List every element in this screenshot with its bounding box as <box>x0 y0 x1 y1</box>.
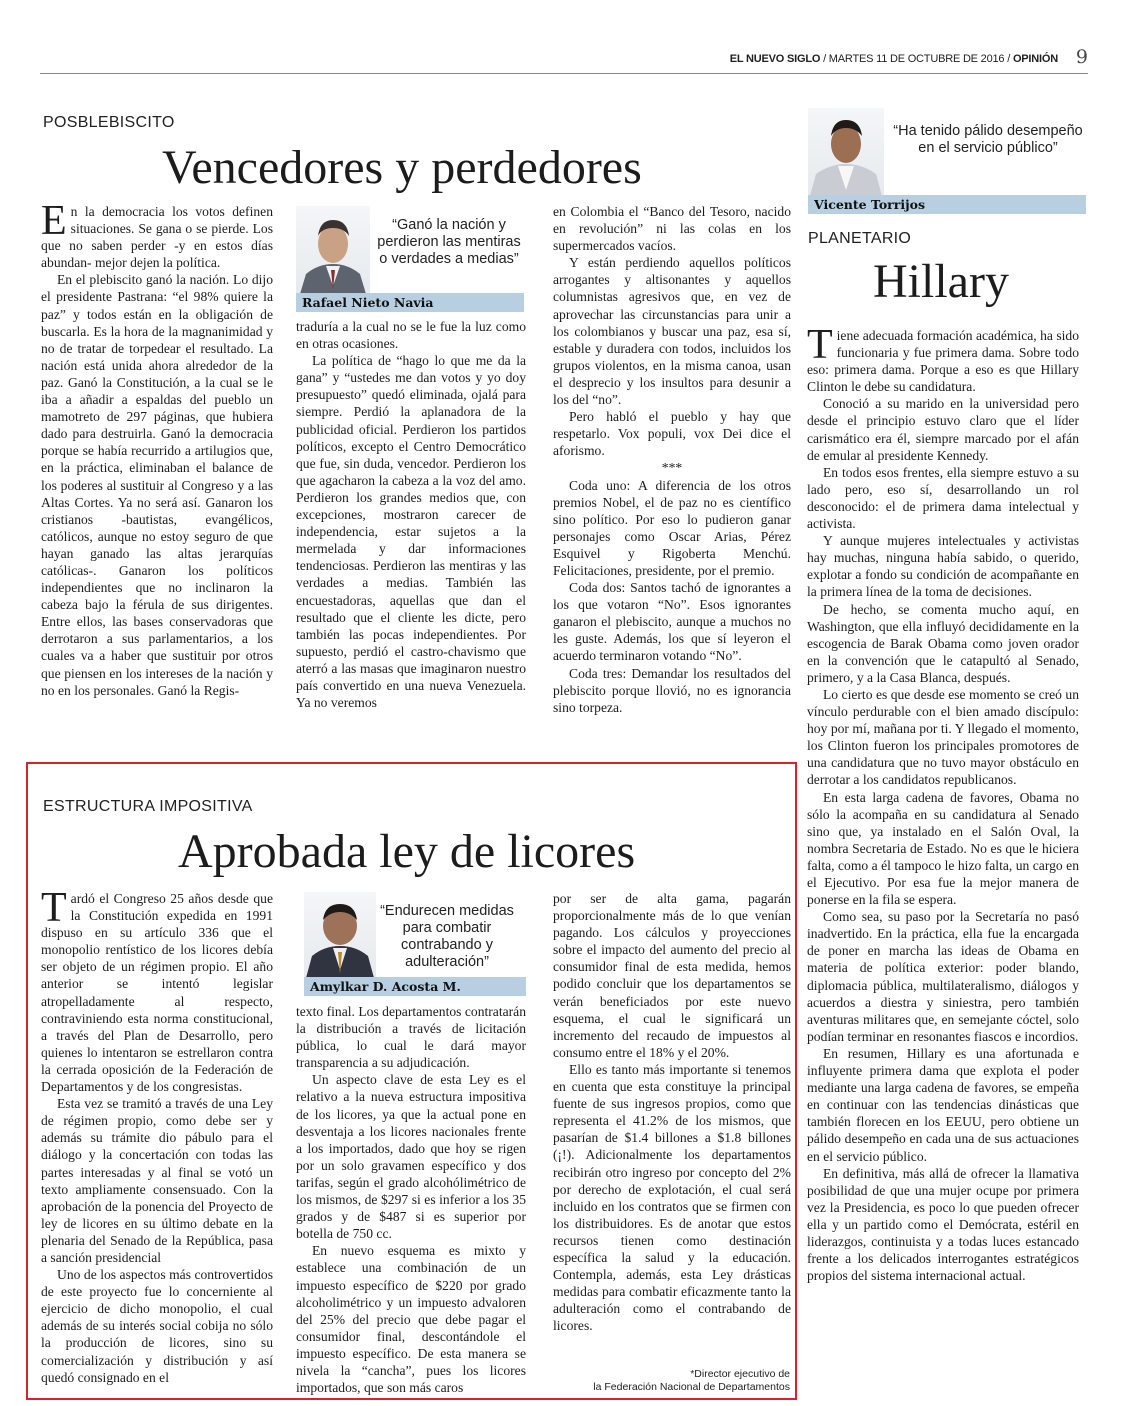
drop-cap: E <box>41 198 67 244</box>
body-paragraph <box>807 532 1079 600</box>
page-header <box>40 44 1088 74</box>
paragraph-text: Como sea, su paso por la Secretaría no pasó inadvertido. En la práctica, ella fue la encargada de poner en marcha las ideas de Obama en materia de política exterior: poder blando, diplomacia pública, multilateralismo, diálogos y acuerdos a diestra y siniestra, pero también aventuras militares que, en semejante cóctel, solo podían terminar en resonantes fiascos e incordios. <box>807 909 1079 1044</box>
body-paragraph <box>807 908 1079 1045</box>
body-paragraph <box>807 601 1079 686</box>
paragraph-text: En todos esos frentes, ella siempre estuvo a su lado pero, eso sí, desarrollando un rol desconocido: el de primera dama intelectual y activista. <box>807 464 1079 532</box>
paragraph-text: En definitiva, más allá de ofrecer la llamativa posibilidad de que una mujer ocupe por primera vez la Presidencia, es poco lo que pueden ofrecer ella y un partido como el Demócrata, estéril en liderazgos, continuista y a todas luces estancado frente a los delicados interrogantes estratégicos propios del sistema internacional actual. <box>807 1165 1079 1284</box>
portrait-torrijos <box>808 108 884 196</box>
article2-headline: Hillary <box>873 255 1009 308</box>
article2-kicker: PLANETARIO <box>808 230 912 247</box>
body-paragraph <box>296 1003 526 1071</box>
portrait-nieto <box>296 206 370 294</box>
article1-col1 <box>41 198 273 699</box>
paragraph-text: Lo cierto es que desde ese momento se creó un vínculo perdurable con el bien amado discípulo: hoy por mí, mañana por ti. Y llegado el momento, los Clinton fueron los principales promotores de una candidatura que no tuvo mayor obstáculo en derrotar a los candidatos republicanos. <box>807 686 1079 788</box>
body-paragraph <box>553 579 791 664</box>
drop-cap: T <box>807 322 833 368</box>
footnote-line-1: *Director ejecutivo de <box>690 1368 790 1380</box>
page-number: 9 <box>1075 46 1088 68</box>
body-paragraph <box>41 198 273 271</box>
article3-kicker: ESTRUCTURA IMPOSITIVA <box>43 798 253 815</box>
body-paragraph <box>296 318 526 352</box>
body-paragraph <box>553 477 791 580</box>
paragraph-text: Y están perdiendo aquellos políticos arrogantes y altisonantes y aquellos columnistas agresivos que, en vez de aprovechar las circunstancias para unir a los colombianos y buscar una paz, esa sí, estable y duradera con todos, incluidos los grupos violentos, en la misma canoa, usan el desprecio y los insultos para desunir a los del “no”. <box>553 255 791 408</box>
article2-pullquote: “Ha tenido pálido desempeño en el servicio público” <box>893 123 1083 156</box>
body-paragraph <box>807 464 1079 532</box>
paragraph-text: Ello es tanto más importante si tenemos en cuenta que esta constituye la principal fuente de sus ingresos propios, como que representa el 41.2% de los mismos, que pasarían de $1.4 billones a $1.8 billones (¡!). Adicionalmente los departamentos recibirán otro ingreso por concepto del 2% por derecho de explotación, el cual será incluido en los contratos que se firmen con los distribuidores. Es de anotar que estos recursos tienen como destinación específica la salud y la educación. Contempla, además, esta Ley drásticas medidas para combatir eficazmente tanto la adulteración como el contrabando de licores. <box>553 1061 791 1334</box>
paragraph-text: traduría a la cual no se le fue la luz como en otras ocasiones. <box>296 319 526 352</box>
paragraph-text: La política de “hago lo que me da la gana” y “ustedes me dan votos y yo doy presupuesto” quedó eliminada, ojalá para siempre. Perdió la aplanadora de la publicidad oficial. Perdieron los partidos políticos, excepto el Centro Democrático que fue, sin duda, vencedor. Perdieron los que agacharon la cabeza a la voz del amo. Perdieron los grandes medios que, con excepciones, mostraron carecer de independencia, estar sujetos a la mermelada y dar informaciones tendenciosas. Perdieron las mentiras y las verdades a medias. También las encuestadoras, aquellas que dan el resultado que el cliente les dicte, pero también las pocas independientes. Por supuesto, perdió el castro-chavismo que aterró a las masas que imaginaron nuestro país convertido en una nueva Venezuela. Ya no veremos <box>296 353 526 711</box>
paragraph-text: en Colombia el “Banco del Tesoro, nacido en revolución” ni las colas en los supermercados vacíos. <box>553 204 791 254</box>
paragraph-text: En nuevo esquema es mixto y establece una combinación de un impuesto específico de $220 por grado alcoholimétrico y un impuesto advaloren del 25% del precio que debe pagar el consumidor final, descontándole el impuesto específico. De esta manera se nivela la “cancha”, pues los licores importados, que son más caros <box>296 1243 526 1396</box>
section-break <box>553 459 791 476</box>
paragraph-text: iene adecuada formación académica, ha sido funcionaria y fue primera dama. Sobre todo eso: primera dama. Porque a eso es que Hillary Clinton le debe su candidatura. <box>807 328 1079 395</box>
body-paragraph <box>807 322 1079 395</box>
article3-col2 <box>296 1003 526 1396</box>
footnote-line-2: la Federación Nacional de Departamentos <box>593 1381 790 1393</box>
body-paragraph <box>807 1165 1079 1285</box>
article1-author: Rafael Nieto Navia <box>296 293 524 312</box>
body-paragraph <box>807 395 1079 463</box>
article3-author: Amylkar D. Acosta M. <box>304 977 526 996</box>
body-paragraph <box>296 352 526 711</box>
body-paragraph <box>553 408 791 459</box>
paragraph-text: Un aspecto clave de esta Ley es el relativo a la nueva estructura impositiva de los licores, ya que la actual pone en desventaja a los licores nacionales frente a los importados, dado que hoy se rigen por un solo gravamen específico y dos tarifas, según el grado alcohólimétrico de los mismos, de $297 si es inferior a los 35 grados y de $487 si es superior por botella de 750 cc. <box>296 1072 526 1242</box>
body-paragraph <box>553 1061 791 1335</box>
article1-headline: Vencedores y perdedores <box>162 141 642 194</box>
paragraph-text: Y aunque mujeres intelectuales y activistas hay muchas, ninguna había sabido, o querido, explotar a fondo su condición de acompañante en la primera línea de la toma de decisiones. <box>807 533 1079 600</box>
body-paragraph <box>807 1045 1079 1165</box>
paragraph-text: Coda uno: A diferencia de los otros premios Nobel, el de paz no es científico sino político. Por eso lo pudieron ganar personajes como Oscar Arias, Pérez Esquivel y Rigoberta Menchú. Felicitaciones, presidente, por el premio. <box>553 477 791 578</box>
paragraph-text: Conoció a su marido en la universidad pero desde el principio estuvo claro que el líder carismático era él, siempre marcado por el afán de emular al presidente Kennedy. <box>807 396 1079 463</box>
article1-kicker: POSBLEBISCITO <box>43 114 175 131</box>
article2-author: Vicente Torrijos <box>808 195 1086 214</box>
body-paragraph <box>296 1071 526 1242</box>
author-photo-nieto <box>296 206 370 294</box>
article3-col3 <box>553 890 791 1334</box>
section-name: OPINIÓN <box>1012 53 1058 65</box>
body-paragraph <box>553 254 791 408</box>
paragraph-text: n la democracia los votos definen situaciones. Se gana o se pierde. Los que no saben perder -y en estos días abundan- mejor dejen la política. <box>41 204 273 271</box>
body-paragraph <box>41 885 273 1095</box>
body-paragraph <box>41 1095 273 1266</box>
article1-col3 <box>553 203 791 716</box>
article1-pullquote: “Ganó la nación y perdieron las mentiras o verdades a medias” <box>377 217 521 267</box>
body-paragraph <box>41 1266 273 1386</box>
paragraph-text: *** <box>661 460 683 476</box>
body-paragraph <box>807 686 1079 789</box>
paragraph-text: En resumen, Hillary es una afortunada e influyente primera dama que explota el poder mediante una larga cadena de favores, se empeña en continuar con las tendencias dinásticas que también florecen en los EEUU, pero obtiene un pálido desempeño en cada una de sus actuaciones en el servicio público. <box>807 1045 1079 1164</box>
body-paragraph <box>553 665 791 716</box>
body-paragraph <box>807 789 1079 909</box>
paragraph-text: texto final. Los departamentos contratarán la distribución a través de licitación pública, lo cual le dará mayor transparencia a su adjudicación. <box>296 1004 526 1071</box>
header-sep: / <box>823 53 826 65</box>
issue-date: MARTES 11 DE OCTUBRE DE 2016 <box>828 53 1005 65</box>
body-paragraph <box>296 1242 526 1396</box>
paper-name: EL NUEVO SIGLO <box>729 53 821 65</box>
article2-body <box>807 322 1079 1284</box>
paragraph-text: En esta larga cadena de favores, Obama no sólo la acompaña en su candidatura al Senado sino que, ya instalado en el Salón Oval, la nombra Secretaria de Estado. No es que le hiciera falta, como a él tampoco le hizo falta, un cargo en el Ejecutivo. Por esa fue la mejor manera de ponerse en la fila se espera. <box>807 789 1079 908</box>
body-paragraph <box>41 271 273 698</box>
paragraph-text: Uno de los aspectos más controvertidos de este proyecto fue lo concerniente al ejercicio de dicho monopolio, el cual además de su interés social cobija no sólo la producción de licores, sino su comercialización y distribución y así quedó consignado en el <box>41 1267 273 1385</box>
drop-cap: T <box>41 885 67 931</box>
paragraph-text: Esta vez se tramitó a través de una Ley de régimen propio, como debe ser y además su trámite dio pábulo para el diálogo y la concertación con todas las partes interesadas y al final se votó un texto ampliamente consensuado. Con la aprobación de la ponencia del Proyecto de ley de licores en su último debate en la plenaria del Senado de la República, pasa a sanción presidencial <box>41 1096 273 1265</box>
author-footnote <box>560 1368 790 1394</box>
paragraph-text: De hecho, se comenta mucho aquí, en Washington, que ella influyó decididamente en la escogencia de Barak Obama como joven orador en la convención que le catapultó al Senado, primero, y a la Casa Blanca, después. <box>807 601 1079 685</box>
paragraph-text: Pero habló el pueblo y hay que respetarlo. Vox populi, vox Dei dice el aforismo. <box>553 409 791 459</box>
portrait-acosta <box>304 892 376 978</box>
paragraph-text: ardó el Congreso 25 años desde que la Constitución expedida en 1991 dispuso en su artículo 336 que el monopolio rentístico de los licores debía ser objeto de un régimen propio. El año anterior se intentó legislar atropelladamente al respecto, contraviniendo esta norma constitucional, a través del Plan de Desarrollo, pero quienes lo intentaron se estrellaron contra la cerrada oposición de la Federación de Departamentos y de los congresistas. <box>41 891 273 1095</box>
article1-col2 <box>296 318 526 711</box>
paragraph-text: En el plebiscito ganó la nación. Lo dijo el presidente Pastrana: “el 98% quiere la paz” y todos están en la obligación de buscarla. Es la hora de la magnanimidad y no de tratar de torpedear el resultado. La nación está unida ahora alrededor de la paz. Ganó la Constitución, a la cual se le iba a añadir a espaldas del pueblo un mamotreto de 297 páginas, que hubiera dado para destruirla. Ganó la democracia porque se había recurrido a artilugios que, en la práctica, eliminaban el balance de los poderes al sustituir al Congreso y a las Altas Cortes. Ya no será así. Ganaron los cristianos -bautistas, evangélicos, católicos, aunque no estoy seguro de que hayan ganado las altas jerarquías católicas-. Ganaron los políticos independientes que no inclinaron la cabeza bajo la férula de sus dirigentes. Entre ellos, las bases conservadoras que derrotaron a sus parlamentarios, a los cuales va a haber que sustituir por otros que piensen en los intereses de la nación y no en los personales. Ganó la Regis- <box>41 272 273 698</box>
body-paragraph <box>553 890 791 1061</box>
article3-col1 <box>41 885 273 1386</box>
article3-headline: Aprobada ley de licores <box>178 825 636 878</box>
article3-pullquote: “Endurecen medidas para combatir contrabando y adulteración” <box>380 903 514 970</box>
body-paragraph <box>553 203 791 254</box>
author-photo-acosta <box>304 892 376 978</box>
paragraph-text: por ser de alta gama, pagarán proporcionalmente más de lo que venían pagando. Los cálculos y proyecciones sobre el impacto del aumento del precio al consumidor final de esta medida, hemos podido concluir que los departamentos se verán beneficiados por este nuevo esquema, el cual le significará un incremento del recaudo de impuestos al consumo entre el 18% y el 20%. <box>553 891 791 1060</box>
author-photo-torrijos <box>808 108 884 196</box>
paragraph-text: Coda tres: Demandar los resultados del plebiscito porque llovió, no es ignorancia sino torpeza. <box>553 665 791 715</box>
header-sep: / <box>1007 53 1011 65</box>
paragraph-text: Coda dos: Santos tachó de ignorantes a los que votaron “No”. Esos ignorantes ganaron el plebiscito, aunque a muchos no les guste. Además, los que sí leyeron el acuerdo terminaron votando “No”. <box>553 580 791 664</box>
header-line <box>730 53 1058 65</box>
